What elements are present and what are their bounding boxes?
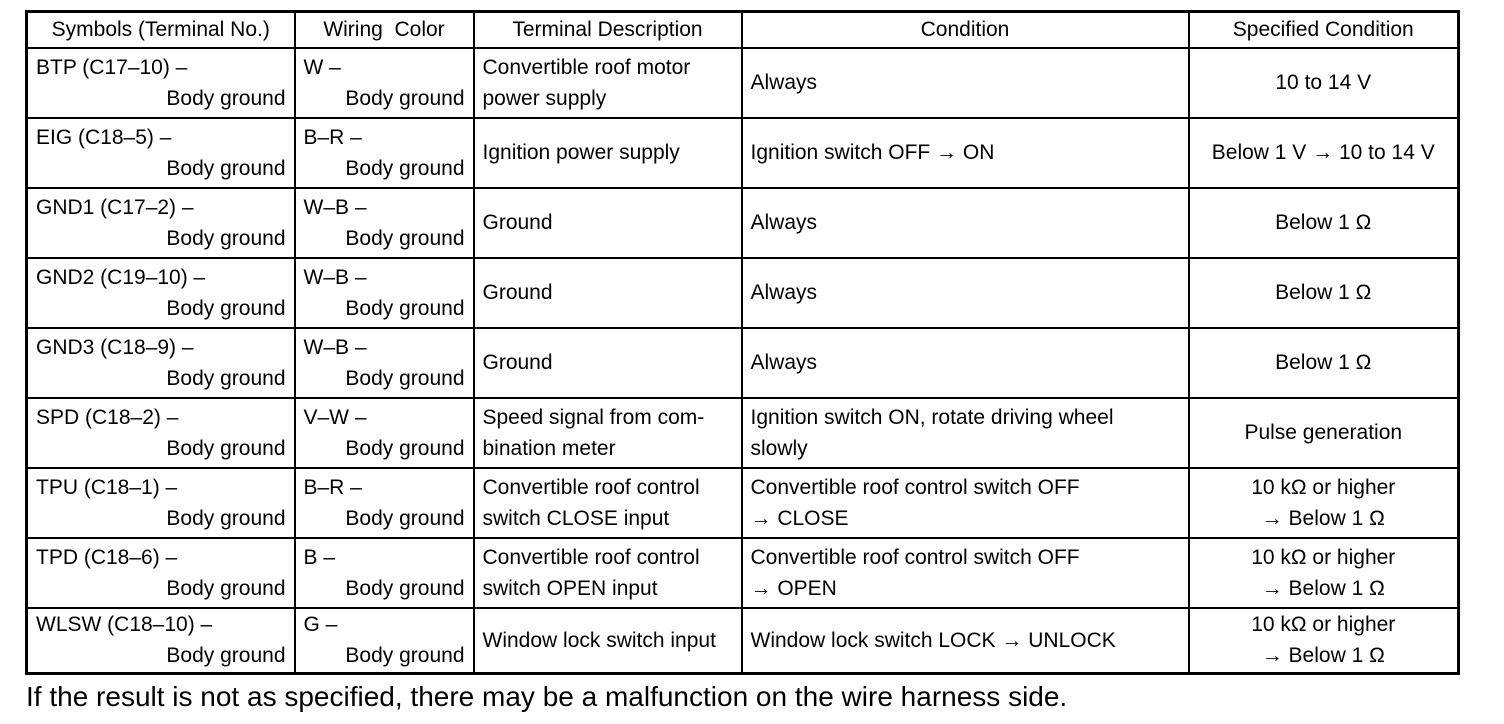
description-cell	[474, 468, 742, 538]
condition-cell	[742, 538, 1189, 608]
condition-cell	[742, 608, 1189, 674]
symbol-cell	[27, 538, 295, 608]
wire-cell	[295, 48, 474, 118]
symbol-terminal: GND3 (C18–9) –	[36, 335, 194, 359]
symbol-ground: Body ground	[166, 226, 286, 250]
table-row	[27, 328, 1459, 398]
condition-cell	[742, 398, 1189, 468]
symbol-terminal: SPD (C18–2) –	[36, 405, 179, 429]
wire-cell	[295, 188, 474, 258]
wire-ground: Body ground	[345, 506, 465, 530]
symbol-cell	[27, 398, 295, 468]
symbol-ground: Body ground	[166, 366, 286, 390]
description-line: switch CLOSE input	[482, 506, 670, 530]
wire-cell	[295, 258, 474, 328]
symbol-terminal: TPU (C18–1) –	[36, 475, 178, 499]
specified-condition-cell	[1189, 48, 1459, 118]
table-row	[27, 608, 1459, 674]
condition-line: Convertible roof control switch OFF	[750, 475, 1080, 499]
symbol-cell	[27, 188, 295, 258]
wire-ground: Body ground	[345, 226, 465, 250]
symbol-terminal: GND2 (C19–10) –	[36, 265, 206, 289]
condition-line: Convertible roof control switch OFF	[750, 545, 1080, 569]
symbol-ground: Body ground	[166, 156, 286, 180]
spec-line: → Below 1 Ω	[1261, 644, 1385, 668]
specified-condition-cell	[1189, 258, 1459, 328]
specified-condition-cell	[1189, 188, 1459, 258]
description-cell	[474, 608, 742, 674]
spec-line: Below 1 Ω	[1275, 281, 1372, 304]
table-row	[27, 118, 1459, 188]
wire-ground: Body ground	[345, 436, 465, 460]
wire-ground: Body ground	[345, 86, 465, 110]
description-cell	[474, 118, 742, 188]
condition-line: Ignition switch OFF → ON	[750, 141, 995, 164]
spec-line: Below 1 V → 10 to 14 V	[1211, 141, 1435, 164]
spec-line: 10 to 14 V	[1275, 71, 1372, 94]
symbol-terminal: BTP (C17–10) –	[36, 55, 188, 79]
table-row	[27, 398, 1459, 468]
wire-ground: Body ground	[345, 366, 465, 390]
spec-line: Pulse generation	[1244, 421, 1403, 444]
condition-line: Always	[750, 71, 818, 94]
condition-cell	[742, 48, 1189, 118]
wire-ground: Body ground	[345, 644, 465, 668]
spec-line: 10 kΩ or higher	[1251, 545, 1396, 569]
wire-cell	[295, 538, 474, 608]
condition-line: slowly	[750, 436, 808, 460]
description-line: Convertible roof control	[482, 475, 700, 499]
specified-condition-cell	[1189, 328, 1459, 398]
symbol-ground: Body ground	[166, 86, 286, 110]
wire-cell	[295, 608, 474, 674]
wire-color: G –	[303, 613, 338, 637]
wire-color: W–B –	[303, 265, 367, 289]
wire-cell	[295, 468, 474, 538]
wire-cell	[295, 118, 474, 188]
description-line: Convertible roof control	[482, 545, 700, 569]
condition-line: Always	[750, 351, 818, 374]
table-header-row	[27, 12, 1459, 48]
symbol-ground: Body ground	[166, 506, 286, 530]
header-symbols: Symbols (Terminal No.)	[27, 12, 295, 48]
description-line: Ignition power supply	[482, 141, 680, 164]
description-cell	[474, 48, 742, 118]
symbol-terminal: TPD (C18–6) –	[36, 545, 178, 569]
header-condition: Condition	[742, 12, 1189, 48]
header-specified-condition: Specified Condition	[1189, 12, 1459, 48]
description-line: Ground	[482, 351, 553, 374]
symbol-cell	[27, 328, 295, 398]
symbol-terminal: EIG (C18–5) –	[36, 125, 172, 149]
description-cell	[474, 328, 742, 398]
spec-line: 10 kΩ or higher	[1251, 475, 1396, 499]
symbol-ground: Body ground	[166, 576, 286, 600]
symbol-cell	[27, 258, 295, 328]
wire-color: B–R –	[303, 125, 362, 149]
symbol-cell	[27, 118, 295, 188]
specified-condition-cell	[1189, 538, 1459, 608]
wire-ground: Body ground	[345, 576, 465, 600]
wire-color: B –	[303, 545, 336, 569]
symbol-terminal: WLSW (C18–10) –	[36, 613, 213, 637]
condition-line: Ignition switch ON, rotate driving wheel	[750, 405, 1114, 429]
symbol-cell	[27, 468, 295, 538]
header-terminal-description: Terminal Description	[474, 12, 742, 48]
description-line: Speed signal from com-	[482, 405, 705, 429]
table-row	[27, 48, 1459, 118]
description-line: Convertible roof motor	[482, 55, 691, 79]
symbol-ground: Body ground	[166, 296, 286, 320]
description-line: bination meter	[482, 436, 616, 460]
table-row	[27, 468, 1459, 538]
specified-condition-cell	[1189, 398, 1459, 468]
spec-line: → Below 1 Ω	[1261, 506, 1385, 530]
specified-condition-cell	[1189, 468, 1459, 538]
description-cell	[474, 538, 742, 608]
footnote-text: If the result is not as specified, there may be a malfunction on the wire harness side.	[26, 681, 1068, 712]
specified-condition-cell	[1189, 118, 1459, 188]
spec-line: Below 1 Ω	[1275, 351, 1372, 374]
spec-line: Below 1 Ω	[1275, 211, 1372, 234]
wire-ground: Body ground	[345, 156, 465, 180]
condition-line: Always	[750, 281, 818, 304]
wire-color: B–R –	[303, 475, 362, 499]
condition-cell	[742, 328, 1189, 398]
symbol-cell	[27, 48, 295, 118]
condition-line: Always	[750, 211, 818, 234]
description-line: Ground	[482, 281, 553, 304]
condition-line: → CLOSE	[750, 506, 849, 530]
symbol-terminal: GND1 (C17–2) –	[36, 195, 194, 219]
description-line: switch OPEN input	[482, 576, 658, 600]
description-cell	[474, 188, 742, 258]
table-row	[27, 188, 1459, 258]
description-cell	[474, 258, 742, 328]
table-row	[27, 538, 1459, 608]
wire-ground: Body ground	[345, 296, 465, 320]
condition-cell	[742, 258, 1189, 328]
spec-line: 10 kΩ or higher	[1251, 613, 1396, 637]
description-line: power supply	[482, 86, 607, 110]
condition-cell	[742, 118, 1189, 188]
wire-color: W –	[303, 55, 341, 79]
wire-cell	[295, 398, 474, 468]
wire-color: W–B –	[303, 335, 367, 359]
symbol-ground: Body ground	[166, 436, 286, 460]
specified-condition-cell	[1189, 608, 1459, 674]
description-cell	[474, 398, 742, 468]
wire-color: W–B –	[303, 195, 367, 219]
description-line: Ground	[482, 211, 553, 234]
terminal-spec-table	[25, 10, 1460, 675]
wire-cell	[295, 328, 474, 398]
symbol-ground: Body ground	[166, 644, 286, 668]
condition-cell	[742, 468, 1189, 538]
condition-line: Window lock switch LOCK → UNLOCK	[750, 628, 1116, 652]
condition-line: → OPEN	[750, 576, 837, 600]
table-row	[27, 258, 1459, 328]
header-wiring-color: Wiring Color	[295, 12, 474, 48]
wire-color: V–W –	[303, 405, 367, 429]
condition-cell	[742, 188, 1189, 258]
spec-line: → Below 1 Ω	[1261, 576, 1385, 600]
symbol-cell	[27, 608, 295, 674]
description-line: Window lock switch input	[482, 628, 716, 652]
